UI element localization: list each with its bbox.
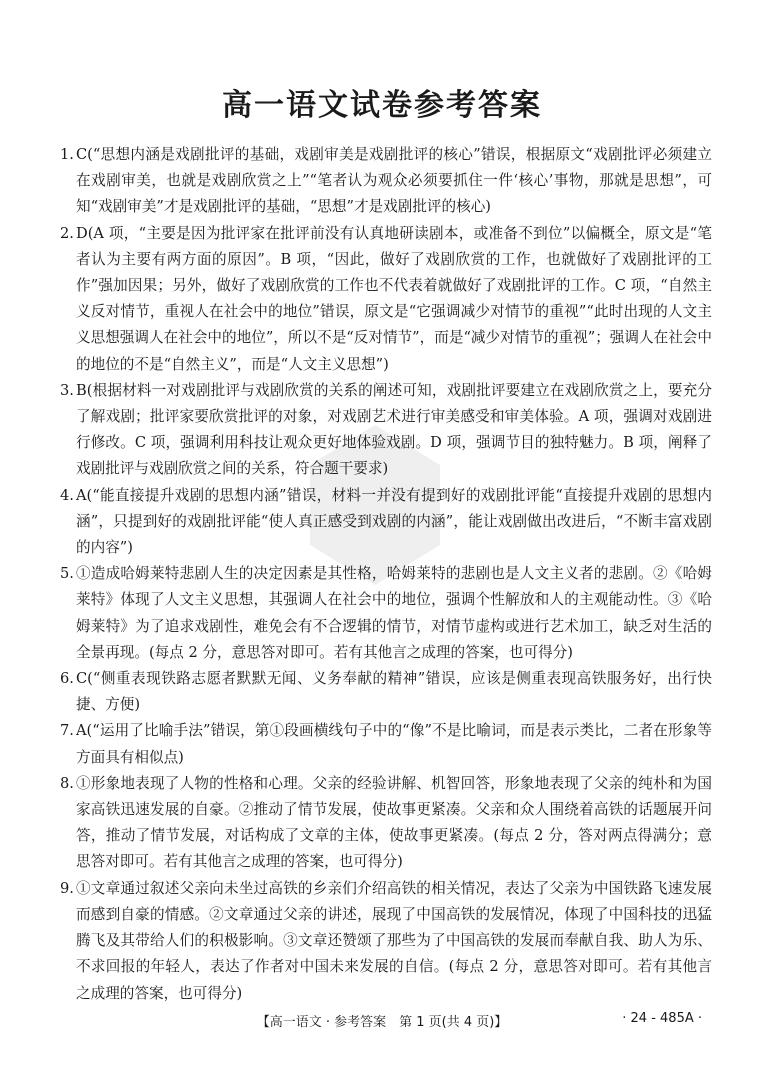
answer-text: C(“思想内涵是戏剧批评的基础，戏剧审美是戏剧批评的核心”错误，根据原文“戏剧批评必须建立在戏剧审美，也就是戏剧欣赏之上”“笔者认为观众必须要抓住一件‘核心’事物，那就是思想”，可知“戏剧审美”才是戏剧批评的基础，“思想”才是戏剧批评的核心) xyxy=(76,146,712,216)
answer-text: ①文章通过叙述父亲向未坐过高铁的乡亲们介绍高铁的相关情况，表达了父亲为中国铁路飞速发展而感到自豪的情感。②文章通过父亲的讲述，展现了中国高铁的发展情况，体现了中国科技的迅猛腾飞及其带给人们的积极影响。③文章还赞颂了那些为了中国高铁的发展而奉献自我、助人为乐、不求回报的年轻人，表达了作者对中国未来发展的自信。(每点 2 分，意思答对即可。若有其他言之成理的答案，也可得分) xyxy=(76,879,712,1002)
answer-text: D(A 项，“主要是因为批评家在批评前没有认真地研读剧本，或准备不到位”以偏概全，原文是“笔者认为主要有两方面的原因”。B 项，“因此，做好了戏剧欣赏的工作，也就做好了戏剧批评的工作”强加因果；另外，做好了戏剧欣赏的工作也不代表着就做好了戏剧批评的工作。C 项，“自然主义反对情节，重视人在社会中的地位”错误，原文是“它强调减少对情节的重视”“此时出现的人文主义思想强调人在社会中的地位”，所以不是“反对情节”，而是“减少对情节的重视”；强调人在社会中的地位的不是“自然主义”，而是“人文主义思想”) xyxy=(76,224,712,373)
answer-number: 1. xyxy=(60,146,74,163)
answer-item-9 xyxy=(60,876,712,1007)
answer-list xyxy=(60,142,712,1007)
answer-number: 5. xyxy=(60,565,74,583)
answer-item-6 xyxy=(60,666,712,718)
answer-number: 9. xyxy=(60,879,74,897)
answer-item-8 xyxy=(60,771,712,876)
page-footer xyxy=(0,1011,764,1030)
answer-number: 6. xyxy=(60,670,74,688)
answer-number: 3. xyxy=(60,381,74,399)
answer-item-1 xyxy=(60,142,712,221)
answer-item-5 xyxy=(60,561,712,666)
answer-number: 4. xyxy=(60,486,74,504)
footer-page-label: 【高一语文 · 参考答案 第 1 页(共 4 页)】 xyxy=(256,1015,508,1030)
footer-exam-code: · 24 - 485A · xyxy=(622,1011,702,1026)
answer-item-7 xyxy=(60,718,712,770)
answer-number: 2. xyxy=(60,224,74,242)
answer-number: 8. xyxy=(60,774,74,792)
answer-item-2 xyxy=(60,221,712,378)
answer-text: ①造成哈姆莱特悲剧人生的决定因素是其性格，哈姆莱特的悲剧也是人文主义者的悲剧。②《哈姆莱特》体现了人文主义思想，其强调人在社会中的地位，强调个性解放和人的主观能动性。③《哈姆莱特》为了追求戏剧性，难免会有不合逻辑的情节，对情节虚构或进行艺术加工，缺乏对生活的全景再现。(每点 2 分，意思答对即可。若有其他言之成理的答案，也可得分) xyxy=(76,565,712,661)
answer-text: A(“运用了比喻手法”错误，第①段画横线句子中的“像”不是比喻词，而是表示类比，二者在形象等方面具有相似点) xyxy=(76,722,712,766)
answer-text: B(根据材料一对戏剧批评与戏剧欣赏的关系的阐述可知，戏剧批评要建立在戏剧欣赏之上，要充分了解戏剧；批评家要欣赏批评的对象，对戏剧艺术进行审美感受和审美体验。A 项，强调对戏剧进行修改。C 项，强调利用科技让观众更好地体验戏剧。D 项，强调节目的独特魅力。B 项，阐释了戏剧批评与戏剧欣赏之间的关系，符合题干要求) xyxy=(76,381,712,478)
answer-number: 7. xyxy=(60,722,74,740)
answer-text: A(“能直接提升戏剧的思想内涵”错误，材料一并没有提到好的戏剧批评能“直接提升戏剧的思想内涵”，只提到好的戏剧批评能“使人真正感受到戏剧的内涵”，能让戏剧做出改进后，“不断丰富戏剧的内容”) xyxy=(76,486,712,557)
page-title: 高一语文试卷参考答案 xyxy=(222,88,542,123)
answer-item-3 xyxy=(60,378,712,483)
answer-item-4 xyxy=(60,483,712,562)
answer-text: ①形象地表现了人物的性格和心理。父亲的经验讲解、机智回答，形象地表现了父亲的纯朴和为国家高铁迅速发展的自豪。②推动了情节发展，使故事更紧凑。父亲和众人围绕着高铁的话题展开问答，推动了情节发展，对话构成了文章的主体，使故事更紧凑。(每点 2 分，答对两点得满分；意思答对即可。若有其他言之成理的答案，也可得分) xyxy=(76,774,712,871)
answer-text: C(“侧重表现铁路志愿者默默无闻、义务奉献的精神”错误，应该是侧重表现高铁服务好，出行快捷、方便) xyxy=(76,670,712,714)
